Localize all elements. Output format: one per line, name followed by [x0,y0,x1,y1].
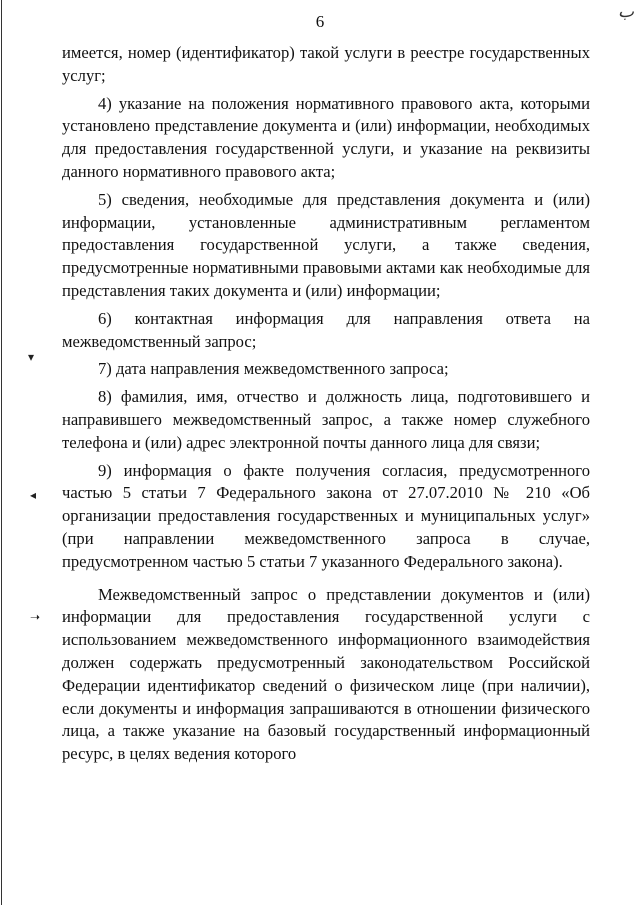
paragraph: 4) указание на положения нормативного правового акта, которыми установлено представление документа и (или) информации, необходимых для предоставления государственной услуги, и указание на реквизиты данного нормативного правового акта; [62,93,590,181]
margin-mark-icon: ▾ [28,350,35,364]
body-text [62,42,590,771]
paragraph: 8) фамилия, имя, отчество и должность лица, подготовившего и направившего межведомственный запрос, а также номер служебного телефона и (или) адрес электронной почты данного лица для связи; [62,387,590,452]
margin-mark-icon: ◂ [30,488,37,502]
paragraph: 7) дата направления межведомственного запроса; [98,359,449,379]
paragraph: 6) контактная информация для направления ответа на межведомственный запрос; [62,308,590,351]
margin-mark-icon: ➝ [30,610,41,624]
paragraph: 9) информация о факте получения согласия, предусмотренного частью 5 статьи 7 Федерального закона от 27.07.2010 № 210 «Об организации предоставления государственных и муниципальных услуг» (при направлении межведомственного запроса в случае, предусмотренном частью 5 статьи 7 указанного Федерального закона). [62,460,590,571]
paragraph: Межведомственный запрос о представлении документов и (или) информации для предоставления государственной услуги с использованием межведомственного информационного взаимодействия должен содержать предусмотренный законодательством Российской Федерации идентификатор сведений о физическом лице (при наличии), если документы и информация запрашиваются в отношении физического лица, а также указание на базовый государственный информационный ресурс, в целях ведения которого [62,584,590,764]
paragraph: имеется, номер (идентификатор) такой услуги в реестре государственных услуг; [62,43,590,85]
page-number: 6 [315,12,325,31]
scan-edge-line [1,0,2,905]
paragraph: 5) сведения, необходимые для представления документа и (или) информации, установленные административным регламентом предоставления государственной услуги, а также сведения, предусмотренные нормативными правовыми актами как необходимые для представления таких документа и (или) информации; [62,189,590,300]
corner-mark: ب [617,2,634,21]
